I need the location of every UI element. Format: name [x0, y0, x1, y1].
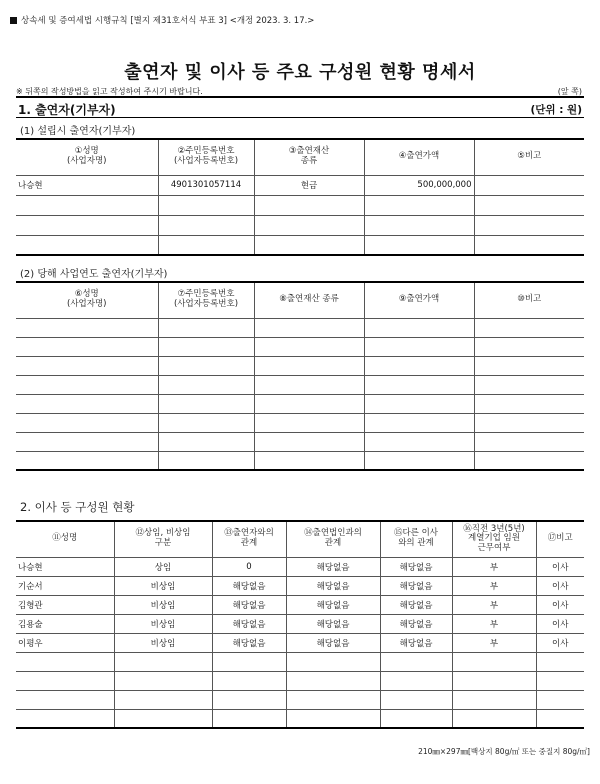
table-row: [16, 215, 584, 235]
column-header: ①성명 (사업자명): [16, 139, 158, 175]
table-cell: 해당없음: [212, 614, 286, 633]
table-cell: [212, 709, 286, 728]
table-cell: [474, 195, 584, 215]
table-cell: 이사: [536, 633, 584, 652]
table-cell: 500,000,000: [364, 175, 474, 195]
table-cell: 김용술: [16, 614, 114, 633]
table-row: [16, 235, 584, 255]
column-header: ⑰비고: [536, 521, 584, 557]
table-cell: [364, 432, 474, 451]
current-year-donors-table: [16, 281, 584, 471]
table-row: [16, 318, 584, 337]
unit-label: (단위 : 원): [530, 104, 582, 116]
column-header: ⑪성명: [16, 521, 114, 557]
table-cell: [16, 235, 158, 255]
table-cell: [474, 175, 584, 195]
table-cell: [286, 709, 380, 728]
table-cell: [254, 337, 364, 356]
table-cell: 부: [452, 614, 536, 633]
column-header: ⑤비고: [474, 139, 584, 175]
table-row: [16, 375, 584, 394]
table-cell: [212, 690, 286, 709]
section2-title: 2. 이사 등 구성원 현황: [20, 500, 135, 514]
page-side-label: (앞 쪽): [557, 87, 582, 96]
table-cell: [254, 195, 364, 215]
table-cell: [364, 215, 474, 235]
table-cell: [474, 451, 584, 470]
column-header: ⑯직전 3년(5년) 계열기업 임원 근무여부: [452, 521, 536, 557]
table-cell: [364, 413, 474, 432]
table-cell: 비상임: [114, 576, 212, 595]
table-cell: [158, 195, 254, 215]
table-cell: 나승현: [16, 175, 158, 195]
table-cell: [114, 652, 212, 671]
table-row: [16, 614, 584, 633]
table-cell: [536, 671, 584, 690]
table-cell: [158, 394, 254, 413]
table-cell: [380, 652, 452, 671]
table-cell: [212, 671, 286, 690]
table-cell: [254, 451, 364, 470]
table-cell: 이사: [536, 595, 584, 614]
column-header: ⑧출연재산 종류: [254, 282, 364, 318]
table-cell: [16, 413, 158, 432]
table-cell: [114, 671, 212, 690]
table-cell: 나승현: [16, 557, 114, 576]
table-cell: 해당없음: [212, 576, 286, 595]
table-cell: [158, 235, 254, 255]
table-cell: [364, 195, 474, 215]
table-cell: [16, 451, 158, 470]
table-cell: 비상임: [114, 614, 212, 633]
section1-divider: [16, 117, 584, 118]
square-bullet-icon: [10, 17, 17, 24]
table-cell: [114, 690, 212, 709]
table-cell: [16, 375, 158, 394]
column-header: ⑫상임, 비상임 구분: [114, 521, 212, 557]
table-cell: 부: [452, 576, 536, 595]
table-row: [16, 356, 584, 375]
table-cell: [254, 432, 364, 451]
table-row: [16, 652, 584, 671]
table-cell: [474, 235, 584, 255]
table-cell: [536, 652, 584, 671]
table-cell: [286, 690, 380, 709]
table-cell: [16, 337, 158, 356]
table-row: [16, 709, 584, 728]
header-divider: [16, 96, 584, 98]
column-header: ⑬출연자와의 관계: [212, 521, 286, 557]
table-cell: [474, 356, 584, 375]
table-cell: [474, 337, 584, 356]
table-cell: [16, 195, 158, 215]
table-cell: 이평우: [16, 633, 114, 652]
table-cell: 이사: [536, 557, 584, 576]
table-cell: [114, 709, 212, 728]
column-header: ⑨출연가액: [364, 282, 474, 318]
section1-title: 1. 출연자(기부자): [18, 103, 116, 117]
document-title: 출연자 및 이사 등 주요 구성원 현황 명세서: [124, 62, 476, 83]
table-cell: [364, 451, 474, 470]
table-cell: [16, 709, 114, 728]
table-cell: [474, 318, 584, 337]
column-header: ⑥성명 (사업자명): [16, 282, 158, 318]
table-cell: [16, 432, 158, 451]
table-cell: [474, 375, 584, 394]
table-cell: 김형관: [16, 595, 114, 614]
table-cell: [254, 394, 364, 413]
board-members-table: [16, 520, 584, 729]
table-cell: [364, 356, 474, 375]
table-cell: [254, 318, 364, 337]
table-cell: 해당없음: [212, 633, 286, 652]
table-cell: 부: [452, 557, 536, 576]
table-cell: 해당없음: [286, 576, 380, 595]
table-cell: [452, 690, 536, 709]
table-row: [16, 595, 584, 614]
table-header-row: [16, 282, 584, 318]
table-cell: 부: [452, 633, 536, 652]
table-cell: [474, 394, 584, 413]
table-header-row: [16, 521, 584, 557]
table-cell: 해당없음: [286, 614, 380, 633]
table-cell: 해당없음: [380, 614, 452, 633]
table-cell: [286, 671, 380, 690]
table-cell: 해당없음: [286, 595, 380, 614]
table-cell: 해당없음: [212, 595, 286, 614]
table-row: [16, 451, 584, 470]
table-cell: [364, 235, 474, 255]
table-cell: 부: [452, 595, 536, 614]
table-cell: [16, 215, 158, 235]
table-row: [16, 394, 584, 413]
table-cell: [158, 318, 254, 337]
table-row: [16, 175, 584, 195]
table-cell: [16, 318, 158, 337]
column-header: ③출연재산 종류: [254, 139, 364, 175]
table-cell: 비상임: [114, 595, 212, 614]
table-cell: [452, 652, 536, 671]
column-header: ⑭출연법인과의 관계: [286, 521, 380, 557]
table-row: [16, 633, 584, 652]
table-cell: [474, 215, 584, 235]
table-cell: [254, 356, 364, 375]
table-cell: 해당없음: [380, 595, 452, 614]
sub2-title: (2) 당해 사업연도 출연자(기부자): [20, 269, 168, 280]
table-cell: [158, 215, 254, 235]
table-cell: [16, 652, 114, 671]
sub1-title: (1) 설립시 출연자(기부자): [20, 126, 136, 137]
table-cell: [364, 375, 474, 394]
table-cell: [254, 235, 364, 255]
table-cell: [452, 671, 536, 690]
table-cell: 상임: [114, 557, 212, 576]
table-cell: [536, 690, 584, 709]
table-cell: [212, 652, 286, 671]
table-cell: [158, 356, 254, 375]
table-cell: [158, 451, 254, 470]
table-cell: [16, 394, 158, 413]
table-cell: [452, 709, 536, 728]
table-row: [16, 690, 584, 709]
table-cell: 해당없음: [286, 557, 380, 576]
table-row: [16, 671, 584, 690]
table-header-row: [16, 139, 584, 175]
table-cell: [158, 375, 254, 394]
table-cell: [16, 356, 158, 375]
table-cell: [16, 690, 114, 709]
column-header: ⑩비고: [474, 282, 584, 318]
column-header: ④출연가액: [364, 139, 474, 175]
table-cell: [364, 394, 474, 413]
table-row: [16, 195, 584, 215]
table-cell: [474, 432, 584, 451]
table-cell: [364, 318, 474, 337]
table-cell: [158, 432, 254, 451]
table-cell: 해당없음: [380, 576, 452, 595]
table-cell: [380, 671, 452, 690]
column-header: ⑮다른 이사 와의 관계: [380, 521, 452, 557]
table-cell: [254, 215, 364, 235]
column-header: ②주민등록번호 (사업자등록번호): [158, 139, 254, 175]
table-cell: [254, 375, 364, 394]
table-cell: 이사: [536, 614, 584, 633]
table-cell: 해당없음: [286, 633, 380, 652]
table-cell: 기순서: [16, 576, 114, 595]
table-cell: [380, 690, 452, 709]
table-row: [16, 557, 584, 576]
table-cell: 0: [212, 557, 286, 576]
table-row: [16, 432, 584, 451]
table-row: [16, 413, 584, 432]
table-cell: 비상임: [114, 633, 212, 652]
table-cell: [364, 337, 474, 356]
table-cell: [380, 709, 452, 728]
founding-donors-table: [16, 138, 584, 256]
table-cell: [254, 413, 364, 432]
paper-spec-footer: 210㎜×297㎜[백상지 80g/㎡ 또는 중질지 80g/㎡]: [418, 747, 590, 756]
table-cell: [536, 709, 584, 728]
table-cell: [474, 413, 584, 432]
table-cell: 해당없음: [380, 557, 452, 576]
table-row: [16, 337, 584, 356]
table-row: [16, 576, 584, 595]
table-cell: [286, 652, 380, 671]
table-cell: 이사: [536, 576, 584, 595]
table-cell: [158, 337, 254, 356]
law-reference: 상속세 및 증여세법 시행규칙 [별지 제31호서식 부표 3] <개정 2023. 3. 17.>: [10, 14, 314, 26]
column-header: ⑦주민등록번호 (사업자등록번호): [158, 282, 254, 318]
table-cell: 해당없음: [380, 633, 452, 652]
table-cell: [16, 671, 114, 690]
table-cell: 4901301057114: [158, 175, 254, 195]
table-cell: [158, 413, 254, 432]
table-cell: 현금: [254, 175, 364, 195]
instruction-note: ※ 뒤쪽의 작성방법을 읽고 작성하여 주시기 바랍니다.: [16, 87, 203, 96]
